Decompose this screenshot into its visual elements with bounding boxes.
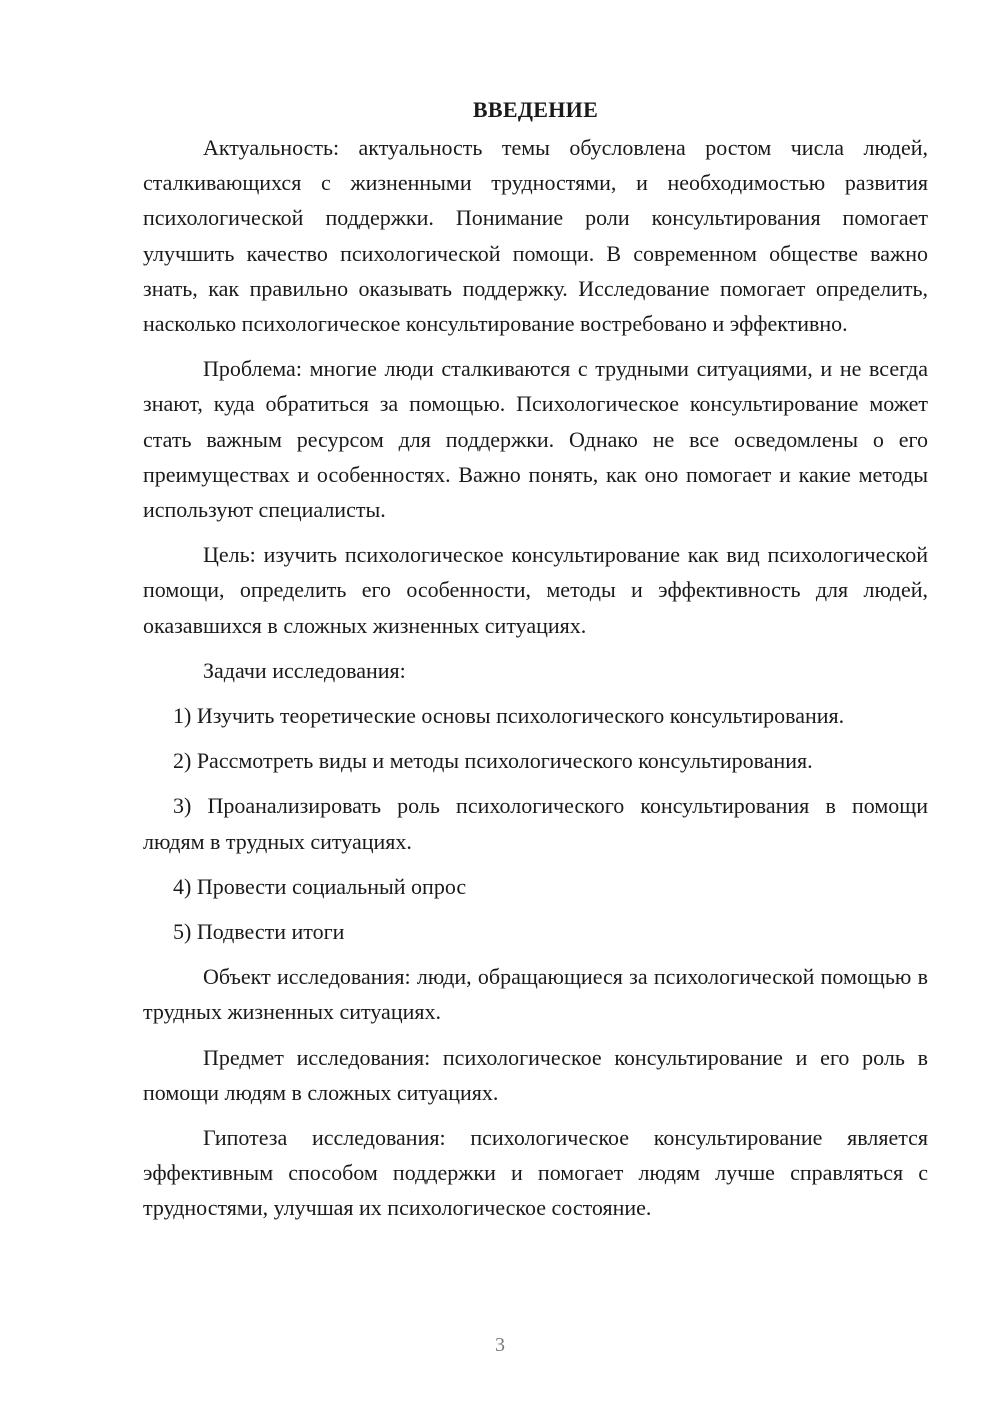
problem-paragraph: Проблема: многие люди сталкиваются с трудными ситуациями, и не всегда знают, куда обратиться за помощью. Психологическое консультирование может стать важным ресурсом для поддержки. Однако не все осведомлены о его преимуществах и особенностях. Важно понять, как оно помогает и какие методы используют специалисты. bbox=[143, 356, 928, 523]
task-item-1: 1) Изучить теоретические основы психологического консультирования. bbox=[173, 703, 845, 729]
subject-paragraph: Предмет исследования: психологическое консультирование и его роль в помощи людям в сложных ситуациях. bbox=[143, 1044, 928, 1105]
hypothesis-paragraph: Гипотеза исследования: психологическое консультирование является эффективным способом поддержки и помогает людям лучше справляться с трудностями, улучшая их психологическое состояние. bbox=[143, 1125, 928, 1221]
relevance-paragraph: Актуальность: актуальность темы обусловлена ростом числа людей, сталкивающихся с жизненными трудностями, и необходимостью развития психологической поддержки. Понимание роли консультирования помогает улучшить качество психологической помощи. В современном обществе важно знать, как правильно оказывать поддержку. Исследование помогает определить, насколько психологическое консультирование востребовано и эффективно. bbox=[143, 135, 928, 337]
object-paragraph: Объект исследования: люди, обращающиеся за психологической помощью в трудных жизненных ситуациях. bbox=[143, 964, 928, 1025]
page-number: 3 bbox=[495, 1334, 505, 1356]
document-page bbox=[143, 92, 928, 1236]
task-item-4: 4) Провести социальный опрос bbox=[173, 873, 467, 899]
task-item-2: 2) Рассмотреть виды и методы психологического консультирования. bbox=[173, 748, 813, 774]
page-title: ВВЕДЕНИЕ bbox=[472, 97, 599, 122]
goal-paragraph: Цель: изучить психологическое консультирование как вид психологической помощи, определить его особенности, методы и эффективность для людей, оказавшихся в сложных жизненных ситуациях. bbox=[143, 542, 928, 638]
task-item-5: 5) Подвести итоги bbox=[173, 919, 345, 945]
task-item-3: 3) Проанализировать роль психологического консультирования в помощи людям в трудных ситуациях. bbox=[143, 793, 928, 854]
tasks-heading: Задачи исследования: bbox=[203, 657, 406, 683]
